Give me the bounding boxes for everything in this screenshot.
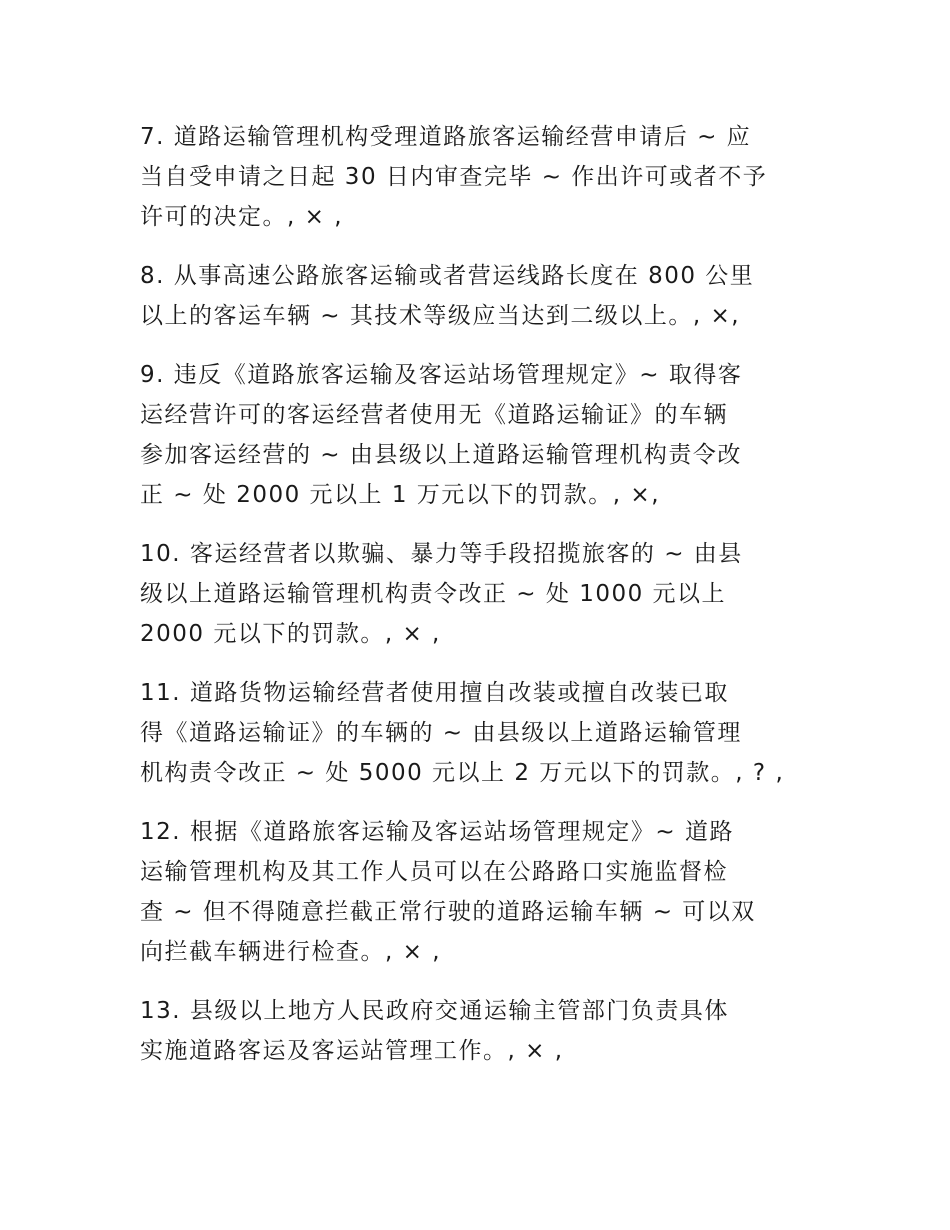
question-13: [140, 991, 810, 1071]
question-7: [140, 117, 810, 237]
question-line: 查 ~ 但不得随意拦截正常行驶的道路运输车辆 ~ 可以双: [140, 899, 756, 925]
question-line: 13. 县级以上地方人民政府交通运输主管部门负责具体: [140, 998, 729, 1024]
question-11: [140, 673, 810, 793]
question-line: 7. 道路运输管理机构受理道路旅客运输经营申请后 ~ 应: [140, 124, 752, 150]
question-line: 当自受申请之日起 30 日内审查完毕 ~ 作出许可或者不予: [140, 164, 768, 190]
question-line: 12. 根据《道路旅客运输及客运站场管理规定》~ 道路: [140, 819, 734, 845]
question-8: [140, 256, 810, 336]
question-line: 参加客运经营的 ~ 由县级以上道路运输管理机构责令改: [140, 442, 742, 468]
question-line: 得《道路运输证》的车辆的 ~ 由县级以上道路运输管理: [140, 720, 742, 746]
question-line: 10. 客运经营者以欺骗、暴力等手段招揽旅客的 ~ 由县: [140, 541, 743, 567]
question-9: [140, 355, 810, 515]
question-line: 11. 道路货物运输经营者使用擅自改装或擅自改装已取: [140, 680, 729, 706]
question-line: 8. 从事高速公路旅客运输或者营运线路长度在 800 公里: [140, 263, 755, 289]
question-line: 许可的决定。, × ,: [140, 204, 344, 230]
question-line: 级以上道路运输管理机构责令改正 ~ 处 1000 元以上: [140, 581, 727, 607]
question-line: 正 ~ 处 2000 元以上 1 万元以下的罚款。, ×,: [140, 482, 661, 508]
question-line: 9. 违反《道路旅客运输及客运站场管理规定》~ 取得客: [140, 362, 743, 388]
question-line: 运输管理机构及其工作人员可以在公路路口实施监督检: [140, 859, 728, 885]
question-line: 机构责令改正 ~ 处 5000 元以上 2 万元以下的罚款。, ? ,: [140, 760, 785, 786]
question-line: 2000 元以下的罚款。, × ,: [140, 621, 441, 647]
document-body: [140, 117, 810, 1090]
question-10: [140, 534, 810, 654]
question-line: 向拦截车辆进行检查。, × ,: [140, 939, 442, 965]
question-line: 运经营许可的客运经营者使用无《道路运输证》的车辆: [140, 402, 728, 428]
question-12: [140, 812, 810, 972]
question-line: 实施道路客运及客运站管理工作。, × ,: [140, 1038, 564, 1064]
question-line: 以上的客运车辆 ~ 其技术等级应当达到二级以上。, ×,: [140, 303, 741, 329]
